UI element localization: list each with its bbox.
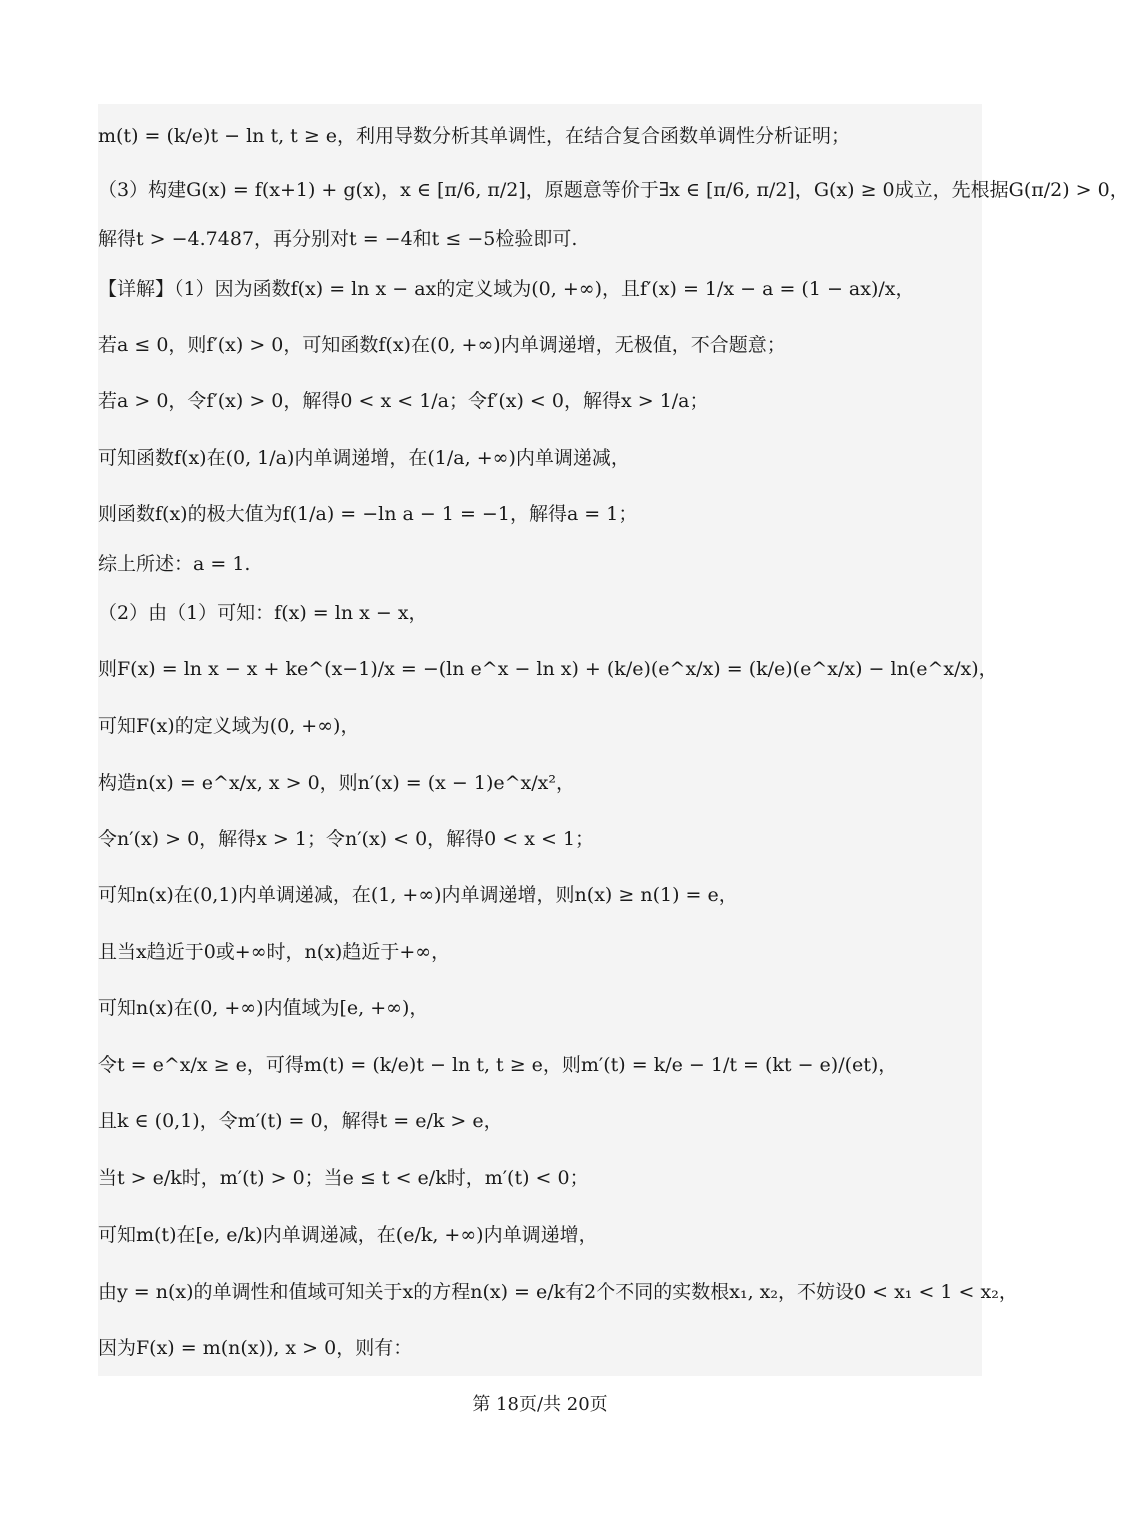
text-line-5: 若a ≤ 0，则f′(x) > 0，可知函数f(x)在(0, +∞)内单调递增，无极值，不合题意； xyxy=(98,334,786,356)
text-line-10: （2）由（1）可知：f(x) = ln x − x， xyxy=(98,602,428,624)
text-line-17: 可知n(x)在(0, +∞)内值域为[e, +∞)， xyxy=(98,997,429,1019)
text-line-8: 则函数f(x)的极大值为f(1/a) = −ln a − 1 = −1，解得a = 1； xyxy=(98,503,638,525)
text-line-7: 可知函数f(x)在(0, 1/a)内单调递增，在(1/a, +∞)内单调递减， xyxy=(98,447,630,469)
text-line-4: 【详解】（1）因为函数f(x) = ln x − ax的定义域为(0, +∞)，且f′(x) = 1/x − a = (1 − ax)/x， xyxy=(98,278,915,300)
text-line-2: （3）构建G(x) = f(x+1) + g(x)，x ∈ [π/6, π/2]，原题意等价于∃x ∈ [π/6, π/2]，G(x) ≥ 0成立，先根据G(π/2) > 0， xyxy=(98,179,1129,201)
text-line-15: 可知n(x)在(0,1)内单调递减，在(1, +∞)内单调递增，则n(x) ≥ n(1) = e， xyxy=(98,884,738,906)
text-line-22: 由y = n(x)的单调性和值域可知关于x的方程n(x) = e/k有2个不同的实数根x₁, x₂，不妨设0 < x₁ < 1 < x₂， xyxy=(98,1281,1018,1303)
text-line-19: 且k ∈ (0,1)，令m′(t) = 0，解得t = e/k > e， xyxy=(98,1110,503,1132)
text-line-9: 综上所述：a = 1. xyxy=(98,553,251,575)
text-line-3: 解得t > −4.7487，再分别对t = −4和t ≤ −5检验即可. xyxy=(98,228,578,250)
page-number-footer: 第 18页/共 20页 xyxy=(472,1394,608,1415)
text-line-14: 令n′(x) > 0，解得x > 1；令n′(x) < 0，解得0 < x < 1； xyxy=(98,828,595,850)
text-line-23: 因为F(x) = m(n(x)), x > 0，则有： xyxy=(98,1337,413,1359)
text-line-20: 当t > e/k时，m′(t) > 0；当e ≤ t < e/k时，m′(t) < 0； xyxy=(98,1167,589,1189)
text-line-11: 则F(x) = ln x − x + ke^(x−1)/x = −(ln e^x − ln x) + (k/e)(e^x/x) = (k/e)(e^x/x) − ln(e^x/x)， xyxy=(98,658,998,680)
text-line-21: 可知m(t)在[e, e/k)内单调递减，在(e/k, +∞)内单调递增， xyxy=(98,1224,598,1246)
text-line-16: 且当x趋近于0或+∞时，n(x)趋近于+∞， xyxy=(98,941,451,963)
text-line-6: 若a > 0，令f′(x) > 0，解得0 < x < 1/a；令f′(x) < 0，解得x > 1/a； xyxy=(98,390,709,412)
text-line-12: 可知F(x)的定义域为(0, +∞)， xyxy=(98,715,360,737)
text-line-1: m(t) = (k/e)t − ln t, t ≥ e，利用导数分析其单调性，在结合复合函数单调性分析证明； xyxy=(98,125,851,147)
text-line-13: 构造n(x) = e^x/x, x > 0，则n′(x) = (x − 1)e^x/x²， xyxy=(98,772,575,794)
text-line-18: 令t = e^x/x ≥ e，可得m(t) = (k/e)t − ln t, t ≥ e，则m′(t) = k/e − 1/t = (kt − e)/(et)， xyxy=(98,1054,898,1076)
